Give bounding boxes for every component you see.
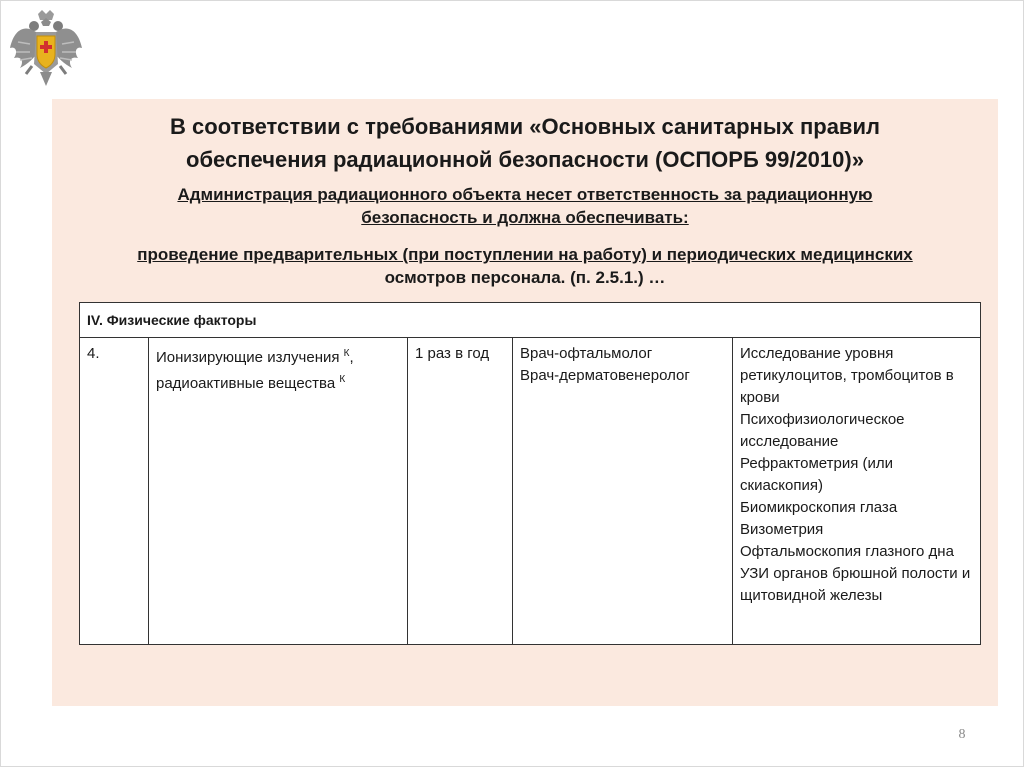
doctor-item: Врач-офтальмолог bbox=[520, 345, 653, 362]
requirement-line-2: осмотров персонала. (п. 2.5.1.) … bbox=[384, 268, 666, 287]
requirement-line-1: проведение предварительных (при поступлении на работу) и периодических медицинских bbox=[137, 245, 913, 264]
subtitle-line-1: Администрация радиационного объекта несет ответственность за радиационную bbox=[177, 185, 873, 204]
subtitle-line-2: безопасность и должна обеспечивать: bbox=[361, 208, 689, 227]
slide-subtitle bbox=[52, 183, 998, 229]
frequency-cell: 1 раз в год bbox=[408, 338, 513, 645]
factor-cell bbox=[149, 338, 408, 645]
row-number: 4. bbox=[80, 338, 149, 645]
title-line-1: В соответствии с требованиями «Основных санитарных правил bbox=[170, 114, 880, 139]
study-item: Офтальмоскопия глазного дна УЗИ органов брюшной полости и щитовидной железы bbox=[740, 543, 971, 604]
study-item: Биомикроскопия глаза bbox=[740, 499, 898, 516]
study-item: Визометрия bbox=[740, 521, 824, 538]
factor-superscript-1: К bbox=[343, 348, 350, 359]
doctors-cell bbox=[513, 338, 733, 645]
double-headed-eagle-icon bbox=[8, 8, 84, 90]
study-item: Рефрактометрия (или скиаскопия) bbox=[740, 455, 894, 494]
study-item: Психофизиологическое исследование bbox=[740, 411, 905, 450]
factor-comma: , bbox=[349, 349, 354, 366]
factor-superscript-2: К bbox=[339, 374, 346, 385]
doctor-item: Врач-дерматовенеролог bbox=[520, 367, 690, 384]
factor-name-2: радиоактивные вещества bbox=[156, 375, 336, 392]
title-line-2: обеспечения радиационной безопасности (ОСПОРБ 99/2010)» bbox=[186, 147, 864, 172]
physical-factors-table bbox=[79, 302, 981, 645]
slide-title bbox=[52, 110, 998, 176]
section-header: IV. Физические факторы bbox=[80, 303, 981, 338]
studies-cell bbox=[733, 338, 981, 645]
table-row bbox=[80, 338, 981, 645]
study-item: Исследование уровня ретикулоцитов, тромбоцитов в крови bbox=[740, 345, 954, 406]
table-section-row bbox=[80, 303, 981, 338]
page-number: 8 bbox=[958, 727, 966, 742]
factor-name-1: Ионизирующие излучения bbox=[156, 349, 340, 366]
requirement-text bbox=[52, 243, 998, 289]
